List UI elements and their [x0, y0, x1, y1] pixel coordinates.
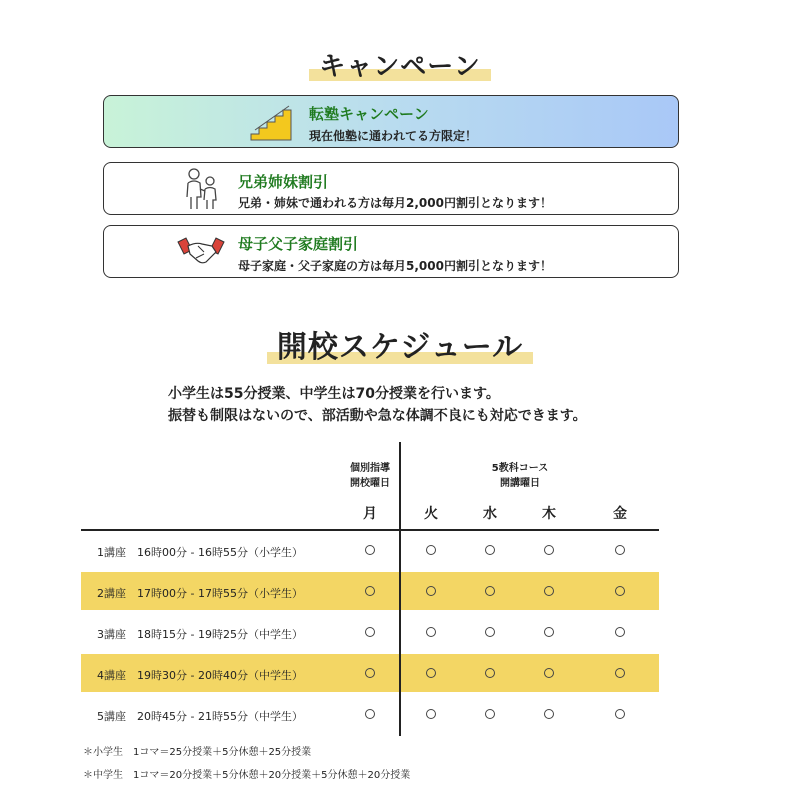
table-divider-vertical: [399, 442, 401, 736]
campaign-title-text: キャンペーン: [309, 46, 490, 83]
row-label: 5講座 20時45分 - 21時55分（中学生）: [97, 710, 303, 723]
card-title: 母子父子家庭割引: [238, 235, 359, 253]
table-divider-horizontal: [81, 529, 659, 531]
campaign-title: [0, 46, 800, 83]
availability-mark: [544, 668, 554, 678]
day-mon: 月: [363, 506, 377, 522]
schedule-title: [0, 322, 800, 366]
card-title: 兄弟姉妹割引: [238, 173, 329, 191]
availability-mark: [365, 545, 375, 555]
day-tue: 火: [424, 506, 438, 522]
availability-mark: [544, 545, 554, 555]
row-label: 3講座 18時15分 - 19時25分（中学生）: [97, 628, 303, 641]
availability-mark: [615, 668, 625, 678]
availability-mark: [485, 545, 495, 555]
availability-mark: [365, 586, 375, 596]
availability-mark: [615, 545, 625, 555]
availability-mark: [426, 627, 436, 637]
header-individual: [340, 461, 400, 491]
availability-mark: [365, 709, 375, 719]
availability-mark: [615, 709, 625, 719]
campaign-card-transfer: [103, 95, 679, 148]
row-label: 1講座 16時00分 - 16時55分（小学生）: [97, 546, 303, 559]
header-course: [470, 461, 570, 491]
footnote: ＊中学生 1コマ＝20分授業＋5分休憩＋20分授業＋5分休憩＋20分授業: [83, 770, 411, 781]
availability-mark: [615, 586, 625, 596]
handshake-icon: [176, 234, 226, 274]
availability-mark: [544, 709, 554, 719]
card-subtitle: 兄弟・姉妹で通われる方は毎月2,000円割引となります！: [238, 196, 552, 210]
day-wed: 水: [483, 506, 497, 522]
availability-mark: [426, 709, 436, 719]
schedule-intro-line: 小学生は55分授業、中学生は70分授業を行います。: [168, 386, 500, 402]
header-individual-line1: 個別指導: [350, 463, 390, 474]
availability-mark: [426, 668, 436, 678]
campaign-card-siblings: [103, 162, 679, 215]
availability-mark: [365, 627, 375, 637]
availability-mark: [485, 586, 495, 596]
card-subtitle: 母子家庭・父子家庭の方は毎月5,000円割引となります！: [238, 259, 552, 273]
availability-mark: [426, 545, 436, 555]
availability-mark: [485, 627, 495, 637]
row-label: 2講座 17時00分 - 17時55分（小学生）: [97, 587, 303, 600]
header-course-line2: 開講曜日: [500, 478, 540, 489]
row-label: 4講座 19時30分 - 20時40分（中学生）: [97, 669, 303, 682]
day-thu: 木: [542, 506, 556, 522]
header-course-line1: 5教科コース: [491, 463, 549, 474]
availability-mark: [365, 668, 375, 678]
footnote: ＊小学生 1コマ＝25分授業＋5分休憩＋25分授業: [83, 747, 312, 758]
campaign-card-single-parent: [103, 225, 679, 278]
siblings-icon: [182, 167, 222, 215]
availability-mark: [544, 627, 554, 637]
stairs-icon: [249, 102, 293, 146]
schedule-title-text: 開校スケジュール: [267, 322, 533, 366]
schedule-intro-line: 振替も制限はないので、部活動や急な体調不良にも対応できます。: [168, 408, 587, 424]
availability-mark: [615, 627, 625, 637]
card-subtitle: 現在他塾に通われてる方限定！: [309, 129, 478, 143]
day-fri: 金: [613, 506, 627, 522]
availability-mark: [485, 709, 495, 719]
availability-mark: [485, 668, 495, 678]
availability-mark: [426, 586, 436, 596]
availability-mark: [544, 586, 554, 596]
header-individual-line2: 開校曜日: [350, 478, 390, 489]
card-title: 転塾キャンペーン: [309, 105, 429, 123]
